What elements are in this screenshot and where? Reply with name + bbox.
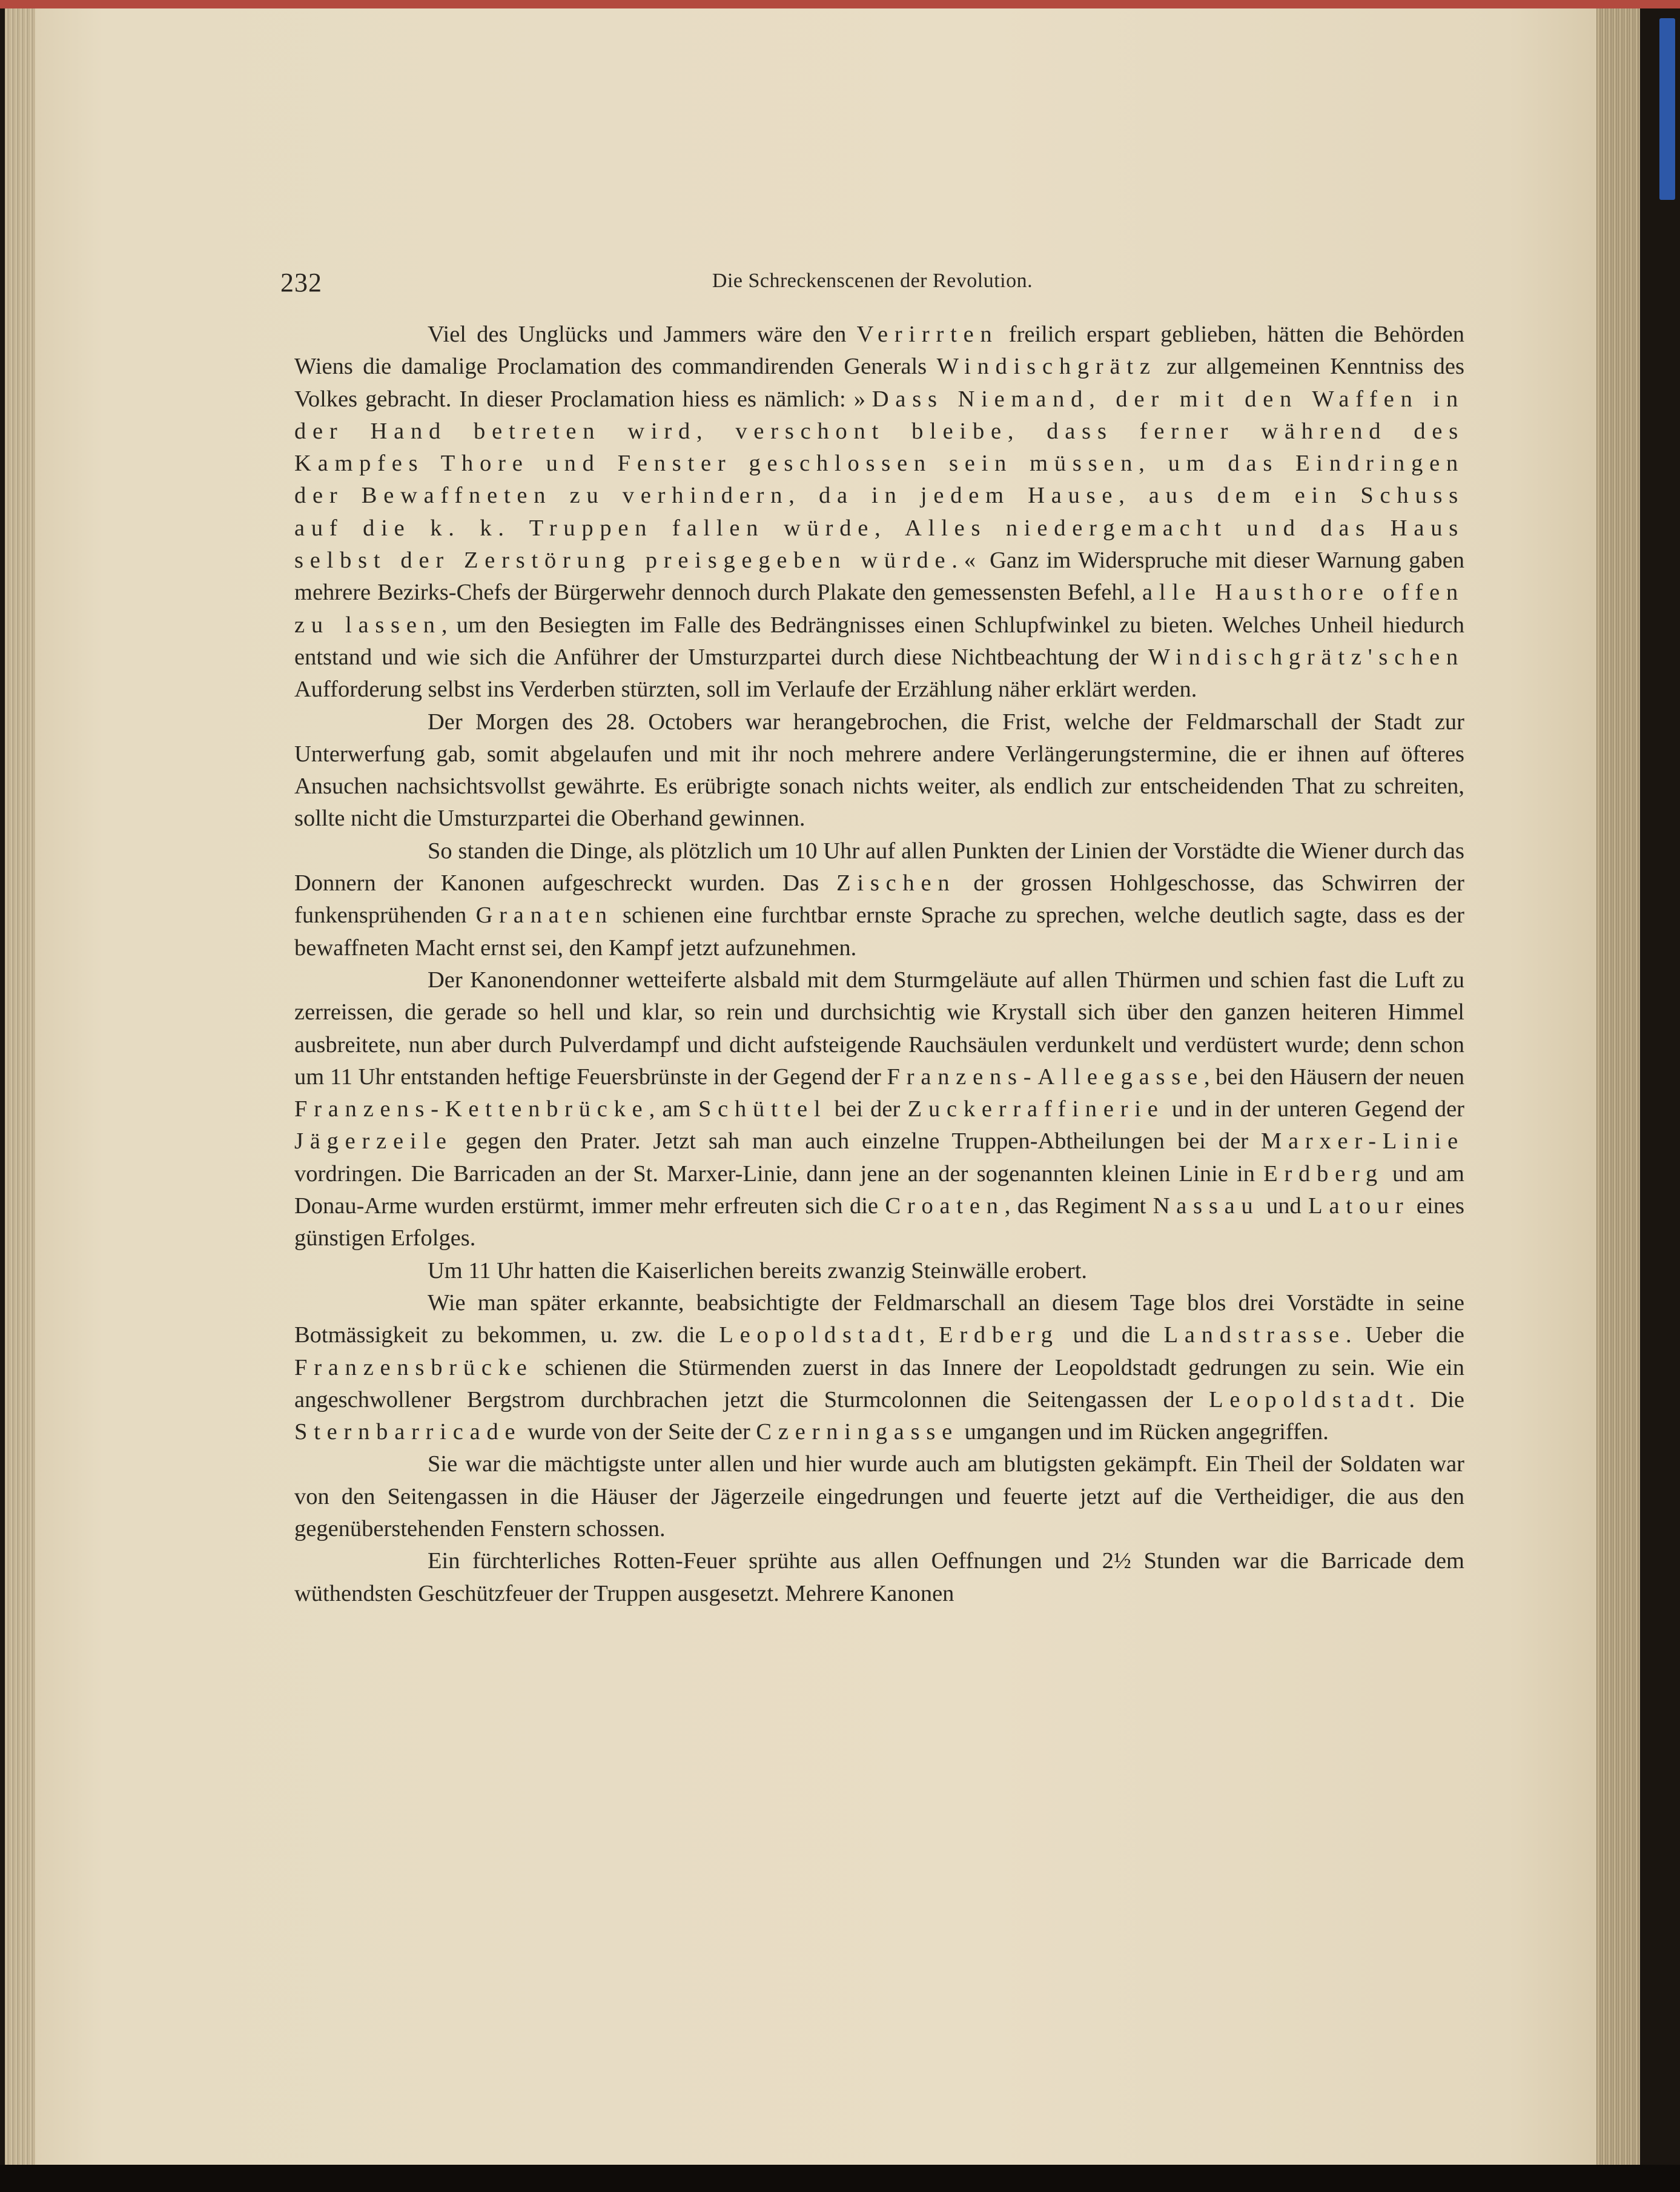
spaced-emphasis-text: Marxer-Linie (1261, 1128, 1464, 1154)
spaced-emphasis-text: Windischgrätz'schen (1148, 644, 1464, 670)
text-run: und in der unteren Gegend der (1164, 1096, 1464, 1122)
text-run: , das Regiment (1004, 1193, 1153, 1219)
bookmark-ribbon (1659, 18, 1675, 200)
text-run: und die (1059, 1322, 1164, 1348)
spaced-emphasis-text: Leopoldstadt (1209, 1386, 1409, 1412)
text-run: Um 11 Uhr hatten die Kaiserlichen bereits zwanzig Steinwälle erobert. (428, 1257, 1088, 1283)
text-run: und (1259, 1193, 1309, 1219)
spaced-emphasis-text: Zischen (836, 870, 956, 896)
text-run: wurde von der Seite der (521, 1419, 756, 1445)
spaced-emphasis-text: Schüttel (698, 1096, 827, 1122)
spaced-emphasis-text: Landstrasse (1163, 1322, 1346, 1348)
book-page (5, 8, 1640, 2165)
text-run: Wie man später erkannte, beabsichtigte der Feldmarschall an diesem Tage blos drei Vorstädte in seine Botmässigkeit zu bekommen, u. zw. die (294, 1290, 1464, 1348)
gutter-page-edges (5, 8, 35, 2165)
spaced-emphasis-text: Franzens-Alleegasse (887, 1064, 1204, 1090)
text-run: , um den Besiegten im Falle des Bedrängnisses einen Schlupfwinkel zu bieten. Welches Unheil hiedurch entstand und wie sich die Anführer der Umsturzpartei durch diese Nichtbeachtung der (294, 612, 1464, 670)
paragraph (294, 1287, 1464, 1448)
text-run: zur allgemeinen Kenntniss des Volkes gebracht. In dieser Proclamation hiess es nämlich: (294, 354, 1465, 412)
spaced-emphasis-text: alle Hausthore offen zu lassen (294, 580, 1464, 638)
spaced-emphasis-text: Czerningasse (756, 1419, 959, 1445)
text-run: schienen die Stürmenden zuerst in das Innere der Leopoldstadt gedrungen zu sein. Wie ein angeschwollener Bergstrom durchbrachen jetzt die Sturmcolonnen die Seitengassen der (294, 1354, 1464, 1412)
running-title: Die Schreckenscenen der Revolution. (712, 270, 1033, 292)
spaced-emphasis-text: Franzens-Kettenbrücke (294, 1096, 649, 1122)
spaced-emphasis-text: Erdberg (1263, 1161, 1384, 1187)
paragraph (294, 319, 1464, 706)
page-top-edge (0, 0, 1680, 8)
text-run: und am Donau-Arme wurden erstürmt, immer mehr erfreuten sich die (294, 1161, 1464, 1219)
text-run: , (919, 1322, 939, 1348)
spaced-emphasis-text: Nassau (1153, 1193, 1260, 1219)
text-run: vordringen. Die Barricaden an der St. Marxer-Linie, dann jene an der sogenannten kleinen Linie in (294, 1161, 1264, 1187)
spaced-emphasis-text: Croaten (885, 1193, 1005, 1219)
text-run: . Die (1409, 1386, 1465, 1412)
spaced-emphasis-text: Zuckerraffinerie (907, 1096, 1165, 1122)
text-run: Ein fürchterliches Rotten-Feuer sprühte aus allen Oeffnungen und 2½ Stunden war die Barricade dem wüthendsten Geschützfeuer der Truppen ausgesetzt. Mehrere Kanonen (294, 1548, 1464, 1606)
spaced-emphasis-text: Sternbarricade (294, 1419, 522, 1445)
text-run: eines günstigen Erfolges. (294, 1193, 1465, 1251)
scan-bottom-border (0, 2165, 1680, 2192)
spaced-emphasis-text: Franzensbrücke (294, 1354, 534, 1380)
page-number: 232 (280, 268, 322, 297)
spaced-emphasis-text: Verirrten (856, 322, 999, 347)
spaced-emphasis-text: Erdberg (939, 1322, 1059, 1348)
text-run: bei der (827, 1096, 908, 1122)
paragraph (294, 1255, 1464, 1287)
paragraph (294, 835, 1464, 964)
text-run: Ganz im Widerspruche mit dieser Warnung gaben mehrere Bezirks-Chefs der Bürgerwehr dennoch durch Plakate den gemessensten Befehl, (294, 548, 1464, 606)
page-header (280, 266, 1464, 302)
text-run: umgangen und im Rücken angegriffen. (959, 1419, 1329, 1445)
text-run: Sie war die mächtigste unter allen und hier wurde auch am blutigsten gekämpft. Ein Theil der Soldaten war von den Seitengassen in die Häuser der Jägerzeile eingedrungen und feuerte jetzt auf die Vertheidiger, die aus den gegenüberstehenden Fenstern schossen. (294, 1451, 1464, 1541)
text-run: So standen die Dinge, als plötzlich um 10 Uhr auf allen Punkten der Linien der Vorstädte die Wiener durch das Donnern der Kanonen aufgeschreckt wurden. Das (294, 838, 1464, 896)
spaced-emphasis-text: Granaten (475, 902, 613, 929)
text-run: , am (649, 1096, 698, 1122)
paragraph (294, 964, 1464, 1255)
spaced-emphasis-text: Jägerzeile (294, 1128, 453, 1154)
text-run: freilich erspart geblieben, hätten die Behörden Wiens die damalige Proclamation des commandirenden Generals (294, 322, 1465, 380)
spaced-emphasis-text: Leopoldstadt (719, 1322, 919, 1348)
text-run: . Ueber die (1345, 1322, 1464, 1348)
spaced-emphasis-text: Windischgrätz (936, 354, 1157, 380)
body-text (294, 319, 1464, 1610)
paragraph (294, 1448, 1464, 1545)
fore-edge-pages (1596, 8, 1640, 2165)
paragraph (294, 706, 1464, 835)
text-run: schienen eine furchtbar ernste Sprache zu sprechen, welche deutlich sagte, dass es der bewaffneten Macht ernst sei, den Kampf jetzt aufzunehmen. (294, 902, 1464, 961)
text-run: gegen den Prater. Jetzt sah man auch einzelne Truppen-Abtheilungen bei der (452, 1128, 1262, 1154)
text-run: Viel des Unglücks und Jammers wäre den (428, 322, 857, 347)
text-run: Der Kanonendonner wetteiferte alsbald mit dem Sturmgeläute auf allen Thürmen und schien fast die Luft zu zerreissen, die gerade so hell und klar, so rein und durchsichtig wie Krystall sich über den ganzen heiteren Himmel ausbreitete, nun aber durch Pulverdampf und dicht aufsteigende Rauchsäulen verdunkelt und verdüstert wurde; denn schon um 11 Uhr entstanden heftige Feuersbrünste in der Gegend der (294, 967, 1464, 1090)
spaced-emphasis-text: »Dass Niemand, der mit den Waffen in der Hand betreten wird, verschont bleibe, dass ferner während des Kampfes Thore und Fenster geschlossen sein müssen, um das Eindringen der Bewaffneten zu verhindern, da in jedem Hause, aus dem ein Schuss auf die k. k. Truppen fallen würde, Alles niedergemacht und das Haus selbst der Zerstörung preisgegeben würde.« (294, 386, 1464, 574)
text-run: Aufforderung selbst ins Verderben stürzten, soll im Verlaufe der Erzählung näher erklärt werden. (294, 677, 1197, 703)
text-run: der grossen Hohlgeschosse, das Schwirren der funkensprühenden (294, 870, 1464, 929)
paragraph (294, 1545, 1464, 1610)
spaced-emphasis-text: Latour (1308, 1193, 1410, 1219)
text-run: , bei den Häusern der neuen (1203, 1064, 1464, 1090)
text-run: Der Morgen des 28. Octobers war herangebrochen, die Frist, welche der Feldmarschall der Stadt zur Unterwerfung gab, somit abgelaufen und mit ihr noch mehrere andere Verlängerungstermine, die er ihnen auf öfteres Ansuchen nachsichtsvollst gewährte. Es erübrigte sonach nichts weiter, als endlich zur entscheidenden That zu schreiten, sollte nicht die Umsturzpartei die Oberhand gewinnen. (294, 709, 1464, 832)
